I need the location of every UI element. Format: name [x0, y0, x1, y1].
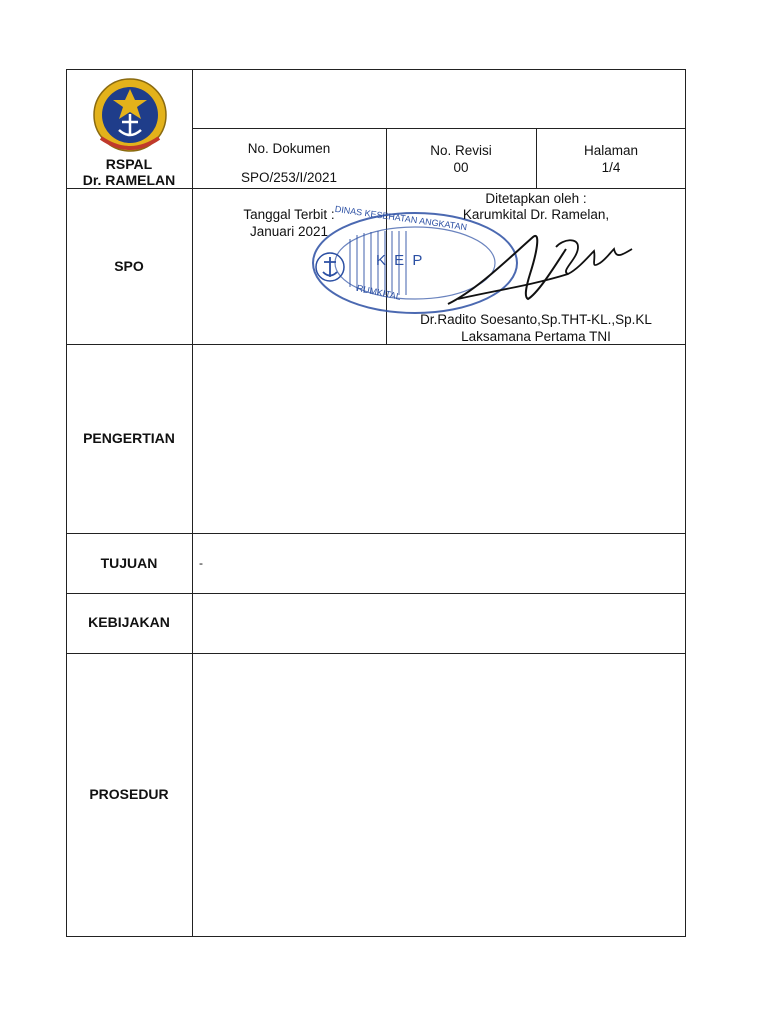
row-separator-tujuan: [66, 533, 686, 534]
stamp-bottom-text: RUMKITAL: [355, 282, 402, 302]
border-bottom: [66, 936, 686, 937]
doc-number-label: No. Dokumen: [247, 141, 331, 156]
rspal-emblem-icon: [91, 76, 169, 154]
signature-icon: [438, 219, 634, 314]
page-value: 1/4: [601, 160, 621, 175]
border-left: [66, 69, 67, 937]
org-name: RSPAL: [105, 156, 153, 172]
row-separator-prosedur: [66, 653, 686, 654]
signer-rank: Laksamana Pertama TNI: [461, 329, 611, 344]
approved-label: Ditetapkan oleh :: [485, 191, 587, 206]
doc-number-value: SPO/253/I/2021: [240, 170, 338, 185]
issued-value: Januari 2021: [249, 224, 329, 239]
spo-label: SPO: [114, 258, 144, 274]
tujuan-content: -: [199, 556, 203, 570]
row-separator-kebijakan: [66, 593, 686, 594]
border-top: [66, 69, 686, 70]
issued-label: Tanggal Terbit :: [243, 207, 335, 222]
org-subname: Dr. RAMELAN: [82, 172, 176, 188]
column-divider: [192, 69, 193, 937]
pengertian-label: PENGERTIAN: [83, 430, 175, 446]
approved-title: Karumkital Dr. Ramelan,: [462, 207, 610, 222]
revision-value: 00: [453, 160, 469, 175]
revision-label: No. Revisi: [430, 143, 492, 158]
signer-name: Dr.Radito Soesanto,Sp.THT-KL.,Sp.KL: [420, 312, 652, 327]
kebijakan-label: KEBIJAKAN: [88, 614, 170, 630]
spo-document: [66, 69, 686, 937]
tujuan-label: TUJUAN: [100, 555, 158, 571]
stamp-top-text: DINAS KESEHATAN ANGKATAN: [334, 203, 468, 233]
page-label: Halaman: [583, 143, 639, 158]
stamp-middle-text: K E P: [376, 252, 425, 269]
prosedur-label: PROSEDUR: [89, 786, 169, 802]
header-split-line: [192, 128, 686, 129]
